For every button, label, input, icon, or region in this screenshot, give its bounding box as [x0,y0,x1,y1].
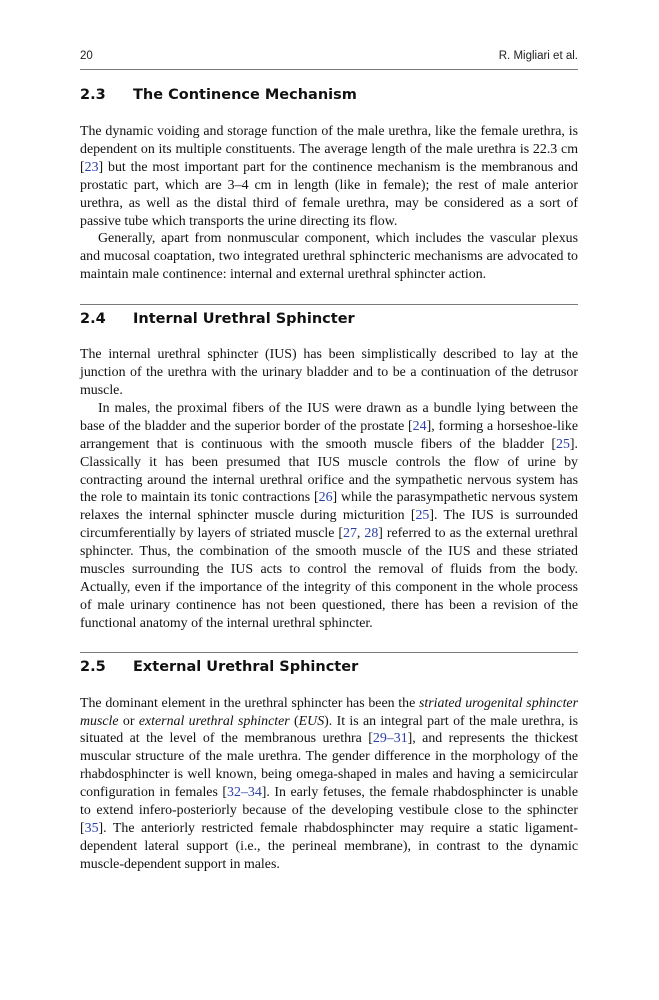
italic-term: striated urogenital sphincter muscle [80,695,578,729]
citation-link[interactable]: 26 [318,490,333,506]
header-rule [80,69,578,70]
running-title: R. Migliari et al. [498,50,578,62]
paragraph [80,346,578,400]
text-run: ]. The IUS is surrounded circumferentially by layers of striated muscle [ [80,508,578,542]
paragraph [80,230,578,284]
section-2-3 [80,87,578,284]
text-run: The dominant element in the urethral sphincter has been the [80,695,420,711]
citation-link[interactable]: 24 [412,418,427,434]
text-run: ). It is an integral part of the male urethra, is situated at the level of the membranous urethra [ [80,713,579,747]
text-run: ( [289,713,299,729]
text-run: ] referred to as the external urethral sphincter. Thus, the combination of the smooth muscle of the IUS and these striated muscles surrounding the IUS acts to control the removal of fluids from the body. Actually, even if the importance of the integrity of this component in the whole process of male urinary continence has not been questioned, there has been a revision of the functional anatomy of the internal urethral sphincter. [80,526,578,631]
text-run: Generally, apart from nonmuscular component, which includes the vascular plexus and mucosal coaptation, two integrated urethral sphincteric mechanisms are advocated to maintain male continence: internal and external urethral sphincter action. [80,231,578,283]
text-run: ]. The anteriorly restricted female rhabdosphincter may require a static ligament-dependent lateral support (i.e., the perineal membrane), in contrast to the dynamic muscle-dependent support in males. [80,821,578,872]
text-run: ], forming a horseshoe-like arrangement that is continuous with the smooth muscle fibers of the bladder [ [80,418,578,452]
citation-link[interactable]: 32–34 [227,785,262,801]
section-number: 2.4 [80,311,106,328]
paragraph [80,400,578,633]
citation-link[interactable]: 25 [556,436,570,452]
text-run: ] while the parasympathetic nervous system relaxes the internal sphincter muscle during micturition [ [80,490,579,524]
paragraph [80,123,578,230]
citation-link[interactable]: 35 [84,821,99,836]
citation-link[interactable]: 29–31 [372,731,408,747]
section-title: External Urethral Sphincter [133,658,359,675]
section-heading [80,311,578,327]
section-rule [80,652,578,653]
section-rule [80,304,578,305]
section-number: 2.3 [80,87,106,103]
section-heading [80,659,578,675]
section-2-4 [80,311,578,633]
text-run: ]. In early fetuses, the female rhabdosphincter is unable to extend infero-posteriorly because of the developing vestibule close to the sphincter [ [80,785,579,836]
citation-link[interactable]: 25 [415,508,430,524]
text-run: The dynamic voiding and storage function of the male urethra, like the female urethra, is dependent on its multiple constituents. The average length of the male urethra is 22.3 cm [ [80,124,578,175]
text-run: ]. Classically it has been presumed that IUS muscle controls the flow of urine by contracting around the internal urethral orifice and the sympathetic nervous system has the role to maintain its tonic contractions [ [80,436,578,506]
citation-link[interactable]: 28 [364,526,379,542]
citation-link[interactable]: 23 [84,159,99,175]
section-number: 2.5 [80,658,106,675]
text-run: or [118,713,139,729]
text-run: The internal urethral sphincter (IUS) has been simplistically described to lay at the junction of the urethra with the urinary bladder and to be a continuation of the detrusor muscle. [80,347,578,398]
text-run: In males, the proximal fibers of the IUS were drawn as a bundle lying between the base of the bladder and the superior border of the prostate [ [80,400,578,434]
text-run: ], and represents the thickest muscular structure of the male urethra. The gender difference in the morphology of the rhabdosphincter is well known, being omega-shaped in males and having a semicircular configuration in females [ [80,731,579,801]
page-number: 20 [80,50,93,62]
text-run: ] but the most important part for the continence mechanism is the membranous and prostatic part, which are 3–4 cm in length (like in female); the rest of male anterior urethra, as well as the distal third of female urethra, may be considered as a sort of passive tube which transports the urine directing its flow. [80,159,578,229]
section-title: The Continence Mechanism [133,87,357,103]
section-heading [80,87,578,103]
running-header [80,50,578,62]
text-run: , [356,526,365,542]
section-title: Internal Urethral Sphincter [133,311,355,328]
section-2-5 [80,659,578,874]
paragraph [80,695,578,874]
page [80,50,578,874]
italic-term: external urethral sphincter [138,713,290,729]
italic-term: EUS [298,713,325,729]
citation-link[interactable]: 27 [343,526,357,542]
